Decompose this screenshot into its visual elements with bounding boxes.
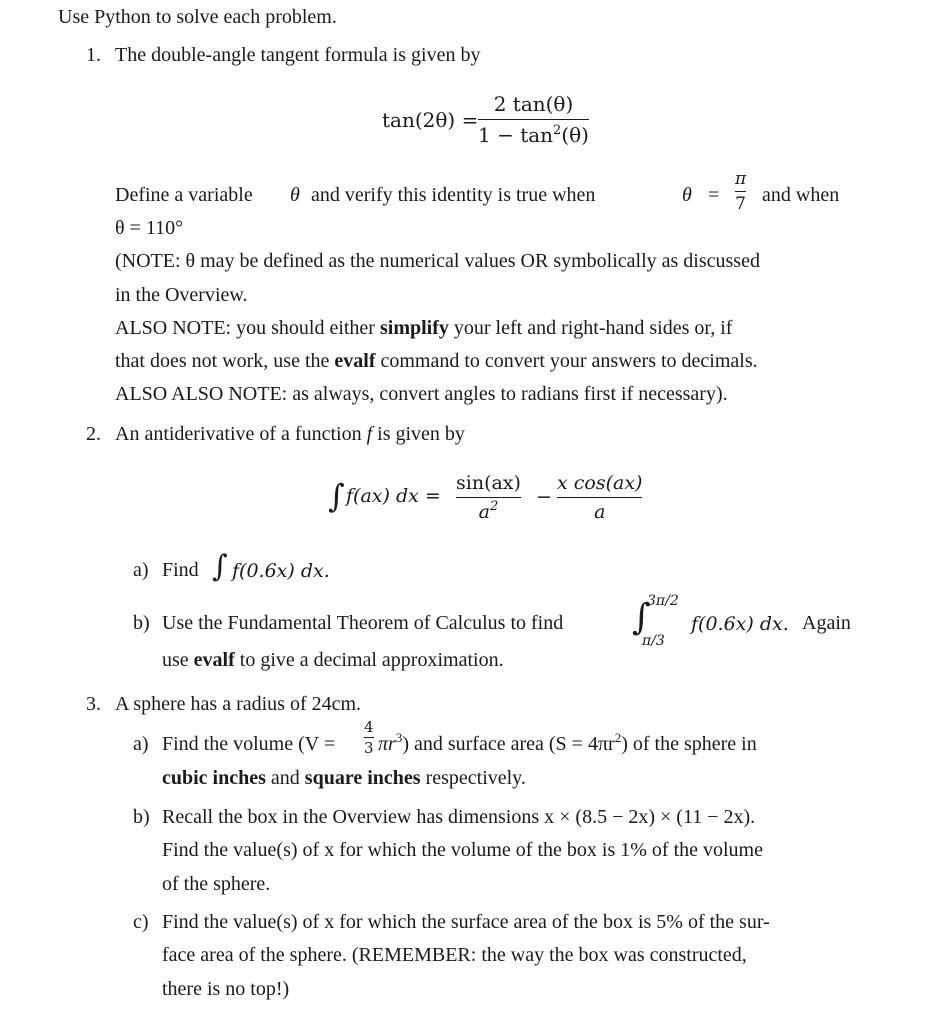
define-line-a: Define a variable <box>115 184 253 206</box>
note-2: ALSO NOTE: you should either simplify your left and right-hand sides or, if <box>115 317 733 339</box>
part-2a-expr: f(0.6x) dx. <box>232 560 330 582</box>
define-theta: θ <box>290 184 300 206</box>
define-line-2: θ = 110° <box>115 217 184 239</box>
tan-formula-numerator: 2 tan(θ) <box>493 92 574 116</box>
part-2a-text: Find <box>162 559 199 581</box>
tan-formula-lhs: tan(2θ) = <box>382 108 479 132</box>
tan-formula-denominator: $1 - \tan^2(\theta)$ <box>478 123 589 148</box>
note-4: ALSO ALSO NOTE: as always, convert angles to radians first if necessary). <box>115 383 728 405</box>
part-3c-line3: there is no top!) <box>162 978 290 1000</box>
part-2b-expr: f(0.6x) dx. <box>691 613 789 635</box>
define-line-b: and verify this identity is true when <box>311 184 596 206</box>
define-line-c: and when <box>762 184 840 206</box>
fraction-bar <box>364 737 374 738</box>
part-2b-again: Again <box>802 612 851 634</box>
minus-sign: − <box>536 486 552 508</box>
part-3b-line3: of the sphere. <box>162 873 271 895</box>
pi-numerator: π <box>735 169 747 189</box>
cos-numerator: x cos(ax) <box>557 472 643 494</box>
tan-formula-fraction <box>478 92 589 147</box>
part-3c-line2: face area of the sphere. (REMEMBER: the way the box was constructed, <box>162 944 747 966</box>
part-3a-label: a) <box>133 733 149 755</box>
part-3b-line2: Find the value(s) of x for which the volume of the box is 1% of the volume <box>162 839 763 861</box>
fraction-bar <box>557 497 642 498</box>
intro-text: Use Python to solve each problem. <box>58 6 337 28</box>
part-3b-line1: Recall the box in the Overview has dimensions x × (8.5 − 2x) × (11 − 2x). <box>162 806 756 828</box>
fraction-bar <box>478 119 589 120</box>
four-thirds-fraction <box>364 718 374 757</box>
problem-2-number: 2. <box>86 423 101 445</box>
problem-2-lead: An antiderivative of a function f is given by <box>115 423 465 445</box>
sin-denominator: $a^2$ <box>478 499 499 524</box>
integral-upper-limit: 3π/2 <box>647 593 679 609</box>
cos-denominator: a <box>594 501 606 524</box>
sin-numerator: sin(ax) <box>456 472 521 494</box>
definite-integral-sign: ∫ <box>632 597 651 638</box>
sin-fraction <box>456 472 521 523</box>
part-2b-line2: use evalf to give a decimal approximation. <box>162 649 504 671</box>
pi-over-7 <box>735 169 746 214</box>
part-3b-label: b) <box>133 806 150 828</box>
integral-sign: ∫ <box>212 549 228 584</box>
note-3: that does not work, use the evalf command to convert your answers to decimals. <box>115 350 758 372</box>
part-2b-text: Use the Fundamental Theorem of Calculus to find <box>162 612 564 634</box>
seven-denominator: 7 <box>735 194 746 215</box>
define-equals: = <box>708 184 720 206</box>
integral-sign: ∫ <box>328 477 345 515</box>
problem-1-lead: The double-angle tangent formula is given by <box>115 44 481 66</box>
integral-lower-limit: π/3 <box>642 633 665 649</box>
part-3c-line1: Find the value(s) of x for which the surface area of the box is 5% of the sur- <box>162 911 770 933</box>
define-theta-2: θ <box>682 184 692 206</box>
part-3c-label: c) <box>133 911 149 933</box>
part-3a-pre: Find the volume (V = <box>162 733 336 755</box>
part-3a-rest: $\pi r^3$) and surface area $(S = 4\pi r^2)$ of the sphere in <box>378 730 757 755</box>
fraction-bar <box>456 497 521 498</box>
part-2b-label: b) <box>133 612 150 634</box>
four-numerator: 4 <box>364 718 374 736</box>
three-denominator: 3 <box>364 739 374 758</box>
part-2a-label: a) <box>133 559 149 581</box>
note-1b: in the Overview. <box>115 284 248 306</box>
fraction-bar <box>735 191 746 192</box>
part-3a-line2: cubic inches and square inches respectively. <box>162 767 526 789</box>
antiderivative-integrand: f(ax) dx = <box>346 485 441 507</box>
problem-3-number: 3. <box>86 693 101 715</box>
problem-3-lead: A sphere has a radius of 24cm. <box>115 693 362 715</box>
problem-1-number: 1. <box>86 44 101 66</box>
cos-fraction <box>557 472 642 523</box>
note-1: (NOTE: θ may be defined as the numerical values OR symbolically as discussed <box>115 250 760 272</box>
